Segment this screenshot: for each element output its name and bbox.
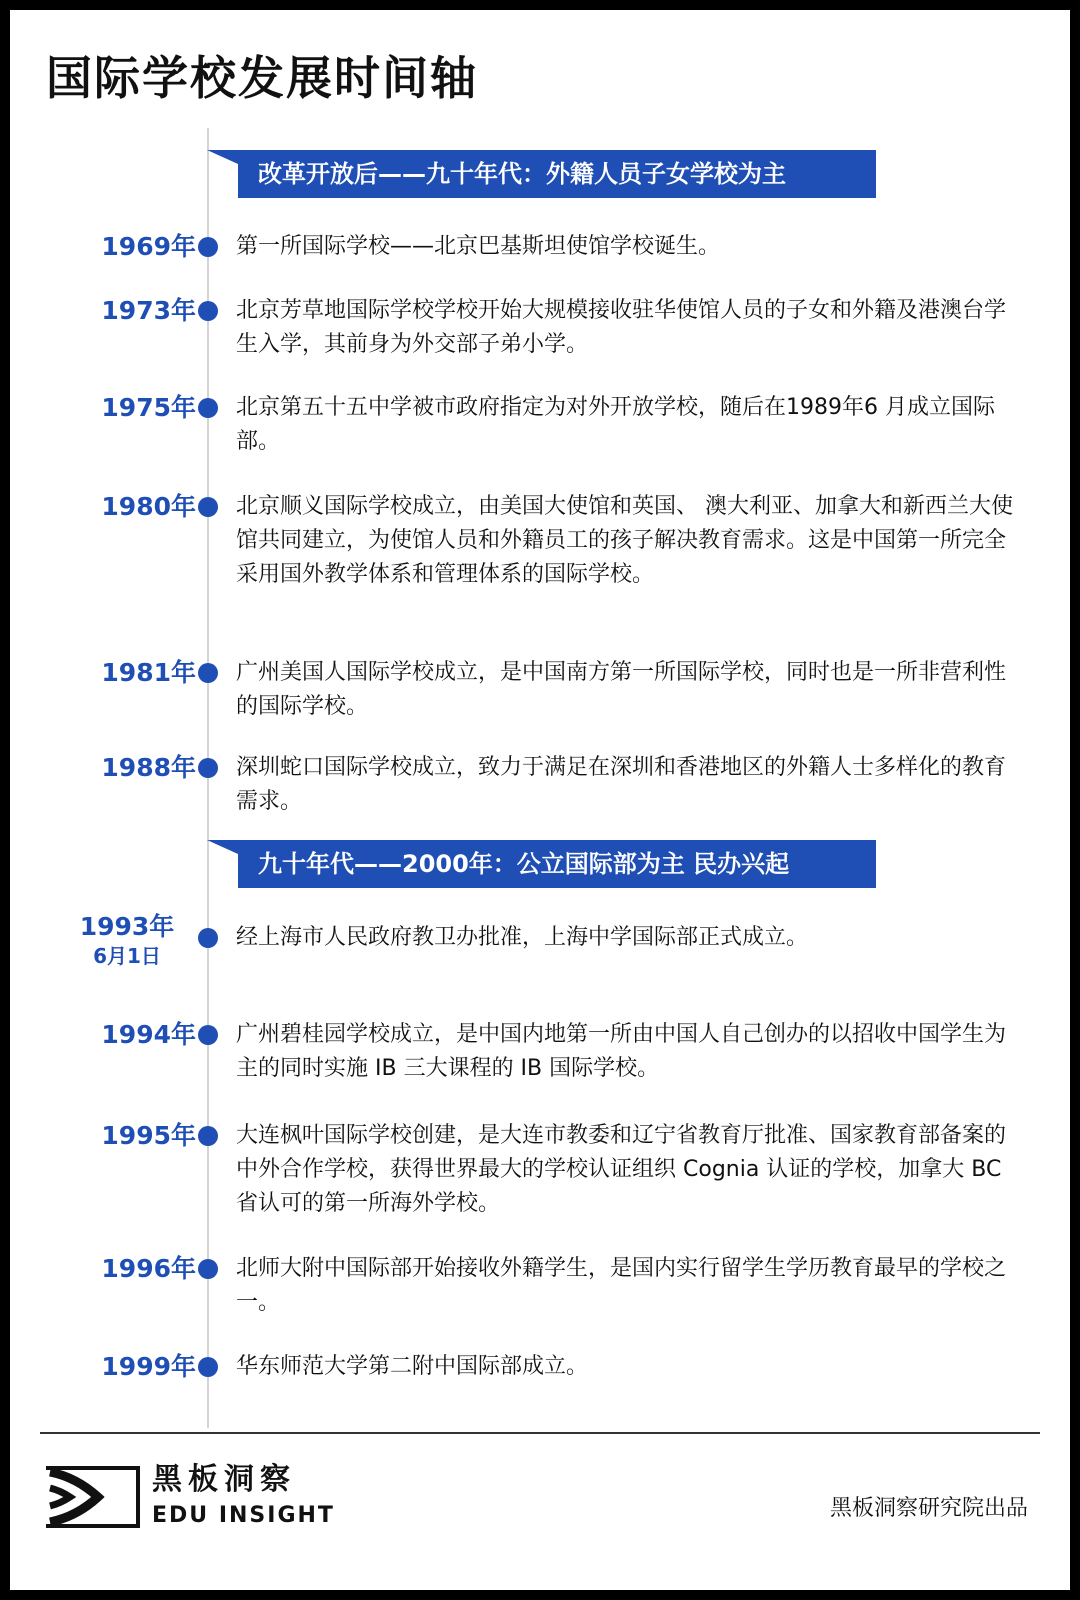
event-year: 1999年	[101, 1352, 196, 1381]
timeline-dot	[198, 1126, 218, 1146]
timeline-dot	[198, 758, 218, 778]
section-banner: 九十年代——2000年：公立国际部为主 民办兴起	[238, 840, 876, 888]
event-description: 广州碧桂园学校成立，是中国内地第一所由中国人自己创办的以招收中国学生为主的同时实施 IB 三大课程的 IB 国际学校。	[236, 1022, 1007, 1081]
section-banner-notch	[207, 840, 238, 854]
timeline-card	[10, 10, 1070, 1590]
timeline-dot	[198, 1259, 218, 1279]
timeline-axis	[207, 128, 209, 1428]
timeline-dot	[198, 398, 218, 418]
event-year: 1994年	[101, 1020, 196, 1049]
event-year: 1988年	[101, 753, 196, 782]
logo-chinese-name: 黑板洞察	[152, 1462, 296, 1497]
event-year: 1980年	[101, 492, 196, 521]
timeline-dot	[198, 237, 218, 257]
event-description: 北师大附中国际部开始接收外籍学生，是国内实行留学生学历教育最早的学校之一。	[236, 1256, 1007, 1315]
event-year: 1969年	[101, 232, 196, 261]
timeline-dot	[198, 497, 218, 517]
event-description: 第一所国际学校——北京巴基斯坦使馆学校诞生。	[236, 234, 721, 259]
section-banner: 改革开放后——九十年代：外籍人员子女学校为主	[238, 150, 876, 198]
eye-bracket-logo-icon	[44, 1466, 140, 1528]
event-description: 经上海市人民政府教卫办批准，上海中学国际部正式成立。	[236, 925, 809, 950]
event-year: 1995年	[101, 1121, 196, 1150]
event-year: 1996年	[101, 1254, 196, 1283]
timeline-dot	[198, 928, 218, 948]
event-description: 华东师范大学第二附中国际部成立。	[236, 1354, 589, 1379]
event-description: 北京第五十五中学被市政府指定为对外开放学校，随后在1989年6 月成立国际部。	[236, 395, 995, 454]
timeline-dot	[198, 1357, 218, 1377]
event-description: 北京顺义国际学校成立，由美国大使馆和英国、 澳大利亚、加拿大和新西兰大使馆共同建立，为使馆人员和外籍员工的孩子解决教育需求。这是中国第一所完全采用国外教学体系和管理体系的国际学校。	[236, 494, 1013, 587]
timeline-dot	[198, 301, 218, 321]
page-title: 国际学校发展时间轴	[46, 51, 478, 105]
timeline-dot	[198, 1025, 218, 1045]
event-description: 大连枫叶国际学校创建，是大连市教委和辽宁省教育厅批准、国家教育部备案的中外合作学校，获得世界最大的学校认证组织 Cognia 认证的学校，加拿大 BC 省认可的第一所海外学校。	[236, 1123, 1007, 1216]
logo-english-name: EDU INSIGHT	[152, 1503, 335, 1528]
event-year: 1981年	[101, 658, 196, 687]
event-description: 北京芳草地国际学校学校开始大规模接收驻华使馆人员的子女和外籍及港澳台学生入学，其前身为外交部子弟小学。	[236, 298, 1007, 357]
event-year: 1975年	[101, 393, 196, 422]
publisher-credit: 黑板洞察研究院出品	[829, 1496, 1028, 1521]
event-date: 6月1日	[93, 944, 161, 968]
event-year: 1993年	[79, 912, 175, 941]
event-year: 1973年	[101, 296, 196, 325]
event-description: 广州美国人国际学校成立，是中国南方第一所国际学校，同时也是一所非营利性的国际学校。	[236, 660, 1007, 719]
event-description: 深圳蛇口国际学校成立，致力于满足在深圳和香港地区的外籍人士多样化的教育需求。	[236, 755, 1007, 814]
timeline-dot	[198, 663, 218, 683]
footer-divider	[40, 1432, 1040, 1434]
section-banner-notch	[207, 150, 238, 164]
